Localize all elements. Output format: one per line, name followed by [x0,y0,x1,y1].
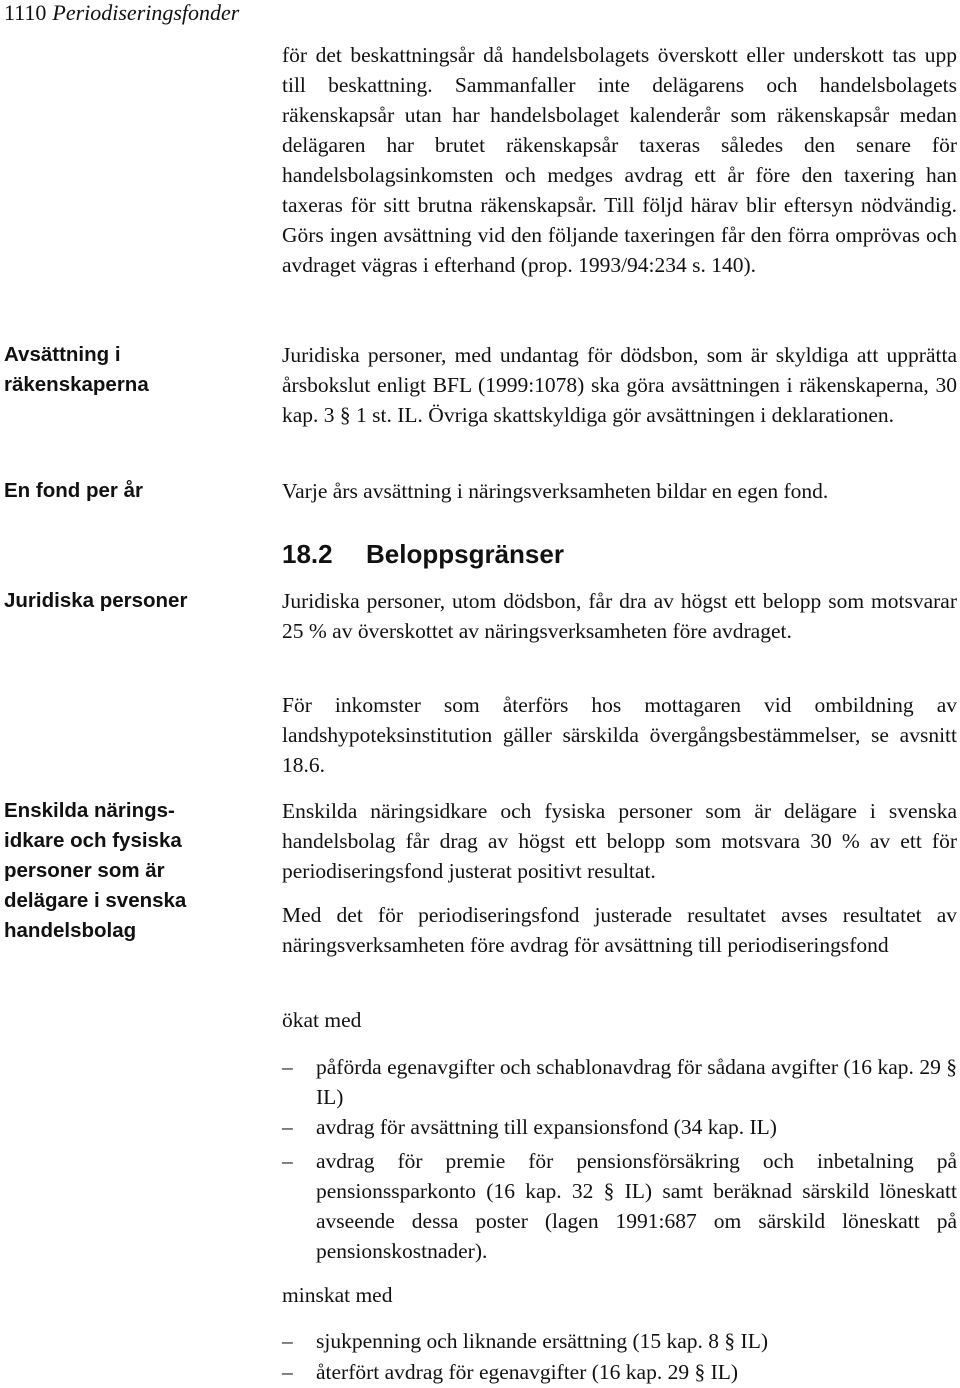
paragraph-enskilda: Enskilda näringsidkare och fysiska personer som är delägare i svenska handelsbolag får drag av högst ett belopp som motsvara 30 % av ett för periodiseringsfond justerat positivt resultat. [282,799,957,883]
dash-bullet: – [282,1360,293,1384]
paragraph-continuation: för det beskattningsår då handelsbolagets överskott eller underskott tas upp till beskattning. Sammanfaller inte delägarens och handelsbolagets räkenskapsår utan har handelsbolaget kalenderår som räkenskapsår medan delägaren har brutet räkenskapsår taxeras således den senare för handelsbolagsinkomsten och medges avdrag ett år före den taxering han taxeras för sitt brutna räkenskapsår. Till följd härav blir eftersyn nödvändig. Görs ingen avsättning vid den följande taxeringen får den förra omprövas och avdraget vägras i efterhand (prop. 1993/94:234 s. 140). [282,43,957,277]
list-item-text: sjukpenning och liknande ersättning (15 kap. 8 § IL) [316,1329,768,1353]
paragraph-egen-fond: Varje års avsättning i näringsverksamheten bildar en egen fond. [282,479,829,503]
list-item-text: avdrag för avsättning till expansionsfond (34 kap. IL) [316,1115,777,1139]
label-okat-med: ökat med [282,1008,362,1032]
page-number: 1110 [4,0,47,25]
list-item-text: återfört avdrag för egenavgifter (16 kap. 29 § IL) [316,1360,739,1384]
label-minskat-med: minskat med [282,1283,393,1307]
paragraph-avsattning: Juridiska personer, med undantag för dödsbon, som är skyldiga att upprätta årsbokslut enligt BFL (1999:1078) ska göra avsättningen i räkenskaperna, 30 kap. 3 § 1 st. IL. Övriga skattskyldiga gör avsättningen i deklarationen. [282,343,957,427]
dash-bullet: – [282,1115,293,1139]
dash-bullet: – [282,1149,293,1173]
margin-note-enskilda: Enskilda närings-idkare och fysiska personer som är delägare i svenska handelsbolag [4,799,187,942]
margin-note-avsattning: Avsättning i räkenskaperna [4,343,149,396]
paragraph-justerade-resultat: Med det för periodiseringsfond justerade resultatet avses resultatet av näringsverksamheten före avdrag för avsättning till periodiseringsfond [282,903,957,957]
dash-bullet: – [282,1329,293,1353]
page-header [4,0,239,30]
list-item-text: avdrag för premie för pensionsförsäkring och inbetalning på pensionssparkonto (16 kap. 32 § IL) samt beräknad särskild löneskatt avseende dessa poster (lagen 1991:687 om särskild löneskatt på pensionskostnader). [316,1149,957,1263]
margin-note-en-fond: En fond per år [4,479,143,502]
paragraph-inkomster: För inkomster som återförs hos mottagaren vid ombildning av landshypoteksinstitution gäller särskilda övergångsbestämmelser, se avsnitt 18.6. [282,693,957,777]
section-number: 18.2 [282,539,333,569]
paragraph-juridiska: Juridiska personer, utom dödsbon, får dra av högst ett belopp som motsvarar 25 % av överskottet av näringsverksamheten före avdraget. [282,589,957,643]
running-section-title: Periodiseringsfonder [52,0,240,25]
margin-note-juridiska: Juridiska personer [4,589,188,612]
section-title: Beloppsgränser [366,539,564,569]
section-heading [282,536,564,572]
dash-bullet: – [282,1055,293,1079]
list-item-text: påförda egenavgifter och schablonavdrag för sådana avgifter (16 kap. 29 § IL) [316,1055,957,1109]
